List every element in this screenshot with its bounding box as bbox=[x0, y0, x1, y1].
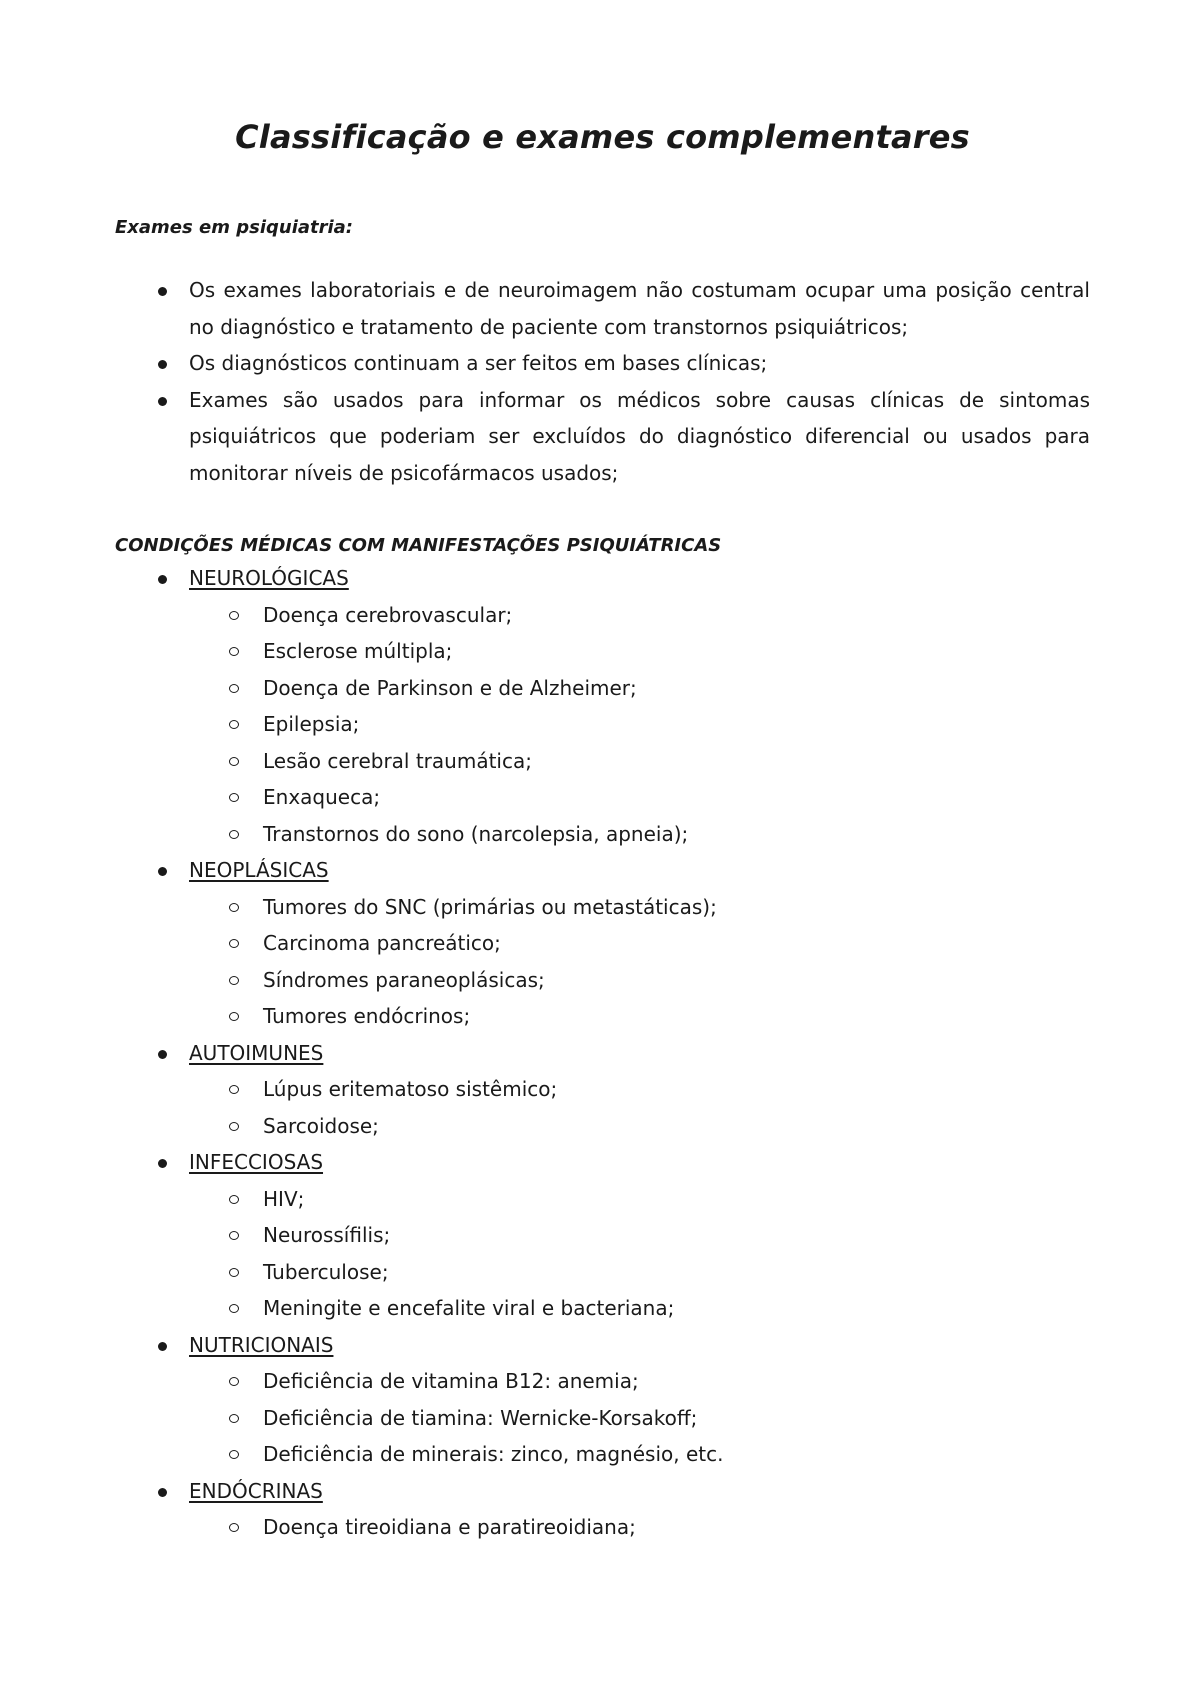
circle-bullet-icon bbox=[229, 1231, 239, 1240]
category-item bbox=[115, 560, 1090, 852]
sub-list-item bbox=[189, 998, 1090, 1035]
sub-list-item-text: Deficiência de tiamina: Wernicke-Korsakoff; bbox=[263, 1405, 698, 1430]
sub-list-item bbox=[189, 1071, 1090, 1108]
circle-bullet-icon bbox=[229, 1085, 239, 1094]
category-label: AUTOIMUNES bbox=[189, 1040, 324, 1065]
circle-bullet-icon bbox=[229, 976, 239, 985]
sub-list-item bbox=[189, 1108, 1090, 1145]
sub-list bbox=[189, 1071, 1090, 1144]
sub-list-item-text: Carcinoma pancreático; bbox=[263, 931, 501, 955]
sub-list-item-text: Neurossífilis; bbox=[263, 1223, 391, 1247]
conditions-list bbox=[115, 560, 1090, 1546]
sub-list-item bbox=[189, 925, 1090, 962]
sub-list-item-text: Lesão cerebral traumática; bbox=[263, 748, 532, 773]
sub-list-item bbox=[189, 1217, 1090, 1254]
circle-bullet-icon bbox=[229, 720, 239, 729]
bullet-icon bbox=[158, 360, 167, 369]
circle-bullet-icon bbox=[229, 1377, 239, 1386]
circle-bullet-icon bbox=[229, 1268, 239, 1277]
bullet-icon bbox=[158, 1342, 167, 1351]
sub-list-item bbox=[189, 706, 1090, 743]
list-item-text: Os exames laboratoriais e de neuroimagem não costumam ocupar uma posição central no diagnóstico e tratamento de paciente com transtornos psiquiátricos; bbox=[189, 278, 1090, 339]
circle-bullet-icon bbox=[229, 903, 239, 912]
sub-list bbox=[189, 1363, 1090, 1473]
sub-list-item bbox=[189, 1509, 1090, 1546]
sub-list-item bbox=[189, 889, 1090, 926]
sub-list-item-text: Deficiência de minerais: zinco, magnésio, etc. bbox=[263, 1442, 724, 1466]
sub-list-item bbox=[189, 597, 1090, 634]
circle-bullet-icon bbox=[229, 611, 239, 620]
category-item bbox=[115, 852, 1090, 1035]
circle-bullet-icon bbox=[229, 1012, 239, 1021]
sub-list-item bbox=[189, 962, 1090, 999]
circle-bullet-icon bbox=[229, 1450, 239, 1459]
sub-list-item bbox=[189, 670, 1090, 707]
sub-list-item bbox=[189, 1363, 1090, 1400]
sub-list-item bbox=[189, 743, 1090, 780]
sub-list-item bbox=[189, 816, 1090, 853]
sub-list-item bbox=[189, 1436, 1090, 1473]
category-label: INFECCIOSAS bbox=[189, 1150, 324, 1174]
sub-list-item bbox=[189, 1181, 1090, 1218]
category-label: NUTRICIONAIS bbox=[189, 1332, 334, 1357]
list-item-text: Os diagnósticos continuam a ser feitos em bases clínicas; bbox=[189, 351, 768, 375]
sub-list-item-text: Transtornos do sono (narcolepsia, apneia); bbox=[263, 821, 689, 846]
sub-list-item-text: Doença cerebrovascular; bbox=[263, 602, 513, 627]
sub-list-item-text: Enxaqueca; bbox=[263, 785, 381, 809]
conditions-section-label: CONDIÇÕES MÉDICAS COM MANIFESTAÇÕES PSIQUIÁTRICAS bbox=[115, 535, 722, 556]
list-item bbox=[115, 272, 1090, 345]
category-label: ENDÓCRINAS bbox=[189, 1478, 323, 1503]
exams-section-label: Exames em psiquiatria: bbox=[115, 217, 354, 238]
bullet-icon bbox=[158, 287, 167, 296]
circle-bullet-icon bbox=[229, 1195, 239, 1204]
sub-list bbox=[189, 1509, 1090, 1546]
circle-bullet-icon bbox=[229, 647, 239, 656]
list-item-text: Exames são usados para informar os médicos sobre causas clínicas de sintomas psiquiátricos que poderiam ser excluídos do diagnóstico diferencial ou usados para monitorar níveis de psicofármacos usados; bbox=[189, 387, 1090, 485]
sub-list-item-text: Esclerose múltipla; bbox=[263, 639, 453, 663]
category-item bbox=[115, 1144, 1090, 1327]
page-title: Classificação e exames complementares bbox=[235, 118, 970, 156]
circle-bullet-icon bbox=[229, 1122, 239, 1131]
sub-list-item-text: Epilepsia; bbox=[263, 712, 360, 736]
bullet-icon bbox=[158, 1159, 167, 1168]
circle-bullet-icon bbox=[229, 1414, 239, 1423]
circle-bullet-icon bbox=[229, 1304, 239, 1313]
sub-list-item bbox=[189, 779, 1090, 816]
category-item bbox=[115, 1327, 1090, 1473]
circle-bullet-icon bbox=[229, 939, 239, 948]
circle-bullet-icon bbox=[229, 830, 239, 839]
bullet-icon bbox=[158, 1488, 167, 1497]
circle-bullet-icon bbox=[229, 1523, 239, 1532]
sub-list-item-text: Meningite e encefalite viral e bacteriana; bbox=[263, 1296, 675, 1320]
category-item bbox=[115, 1473, 1090, 1546]
sub-list-item-text: Lúpus eritematoso sistêmico; bbox=[263, 1077, 558, 1101]
sub-list-item-text: Síndromes paraneoplásicas; bbox=[263, 967, 545, 992]
sub-list-item bbox=[189, 1290, 1090, 1327]
sub-list-item-text: Tumores do SNC (primárias ou metastáticas); bbox=[263, 894, 717, 919]
bullet-icon bbox=[158, 1050, 167, 1059]
bullet-icon bbox=[158, 397, 167, 406]
sub-list-item-text: Deficiência de vitamina B12: anemia; bbox=[263, 1369, 639, 1393]
exams-list bbox=[115, 272, 1090, 491]
sub-list bbox=[189, 1181, 1090, 1327]
sub-list-item bbox=[189, 1400, 1090, 1437]
sub-list-item-text: Tumores endócrinos; bbox=[263, 1004, 471, 1028]
sub-list-item-text: Sarcoidose; bbox=[263, 1113, 379, 1138]
sub-list bbox=[189, 597, 1090, 853]
sub-list-item-text: Tuberculose; bbox=[263, 1259, 389, 1284]
sub-list-item-text: HIV; bbox=[263, 1186, 305, 1211]
sub-list-item bbox=[189, 633, 1090, 670]
list-item bbox=[115, 345, 1090, 382]
category-label: NEUROLÓGICAS bbox=[189, 566, 349, 590]
circle-bullet-icon bbox=[229, 793, 239, 802]
circle-bullet-icon bbox=[229, 684, 239, 693]
sub-list-item-text: Doença de Parkinson e de Alzheimer; bbox=[263, 675, 637, 700]
category-label: NEOPLÁSICAS bbox=[189, 858, 329, 882]
category-item bbox=[115, 1035, 1090, 1145]
circle-bullet-icon bbox=[229, 757, 239, 766]
sub-list-item-text: Doença tireoidiana e paratireoidiana; bbox=[263, 1515, 636, 1539]
bullet-icon bbox=[158, 575, 167, 584]
list-item bbox=[115, 382, 1090, 492]
bullet-icon bbox=[158, 867, 167, 876]
sub-list bbox=[189, 889, 1090, 1035]
sub-list-item bbox=[189, 1254, 1090, 1291]
